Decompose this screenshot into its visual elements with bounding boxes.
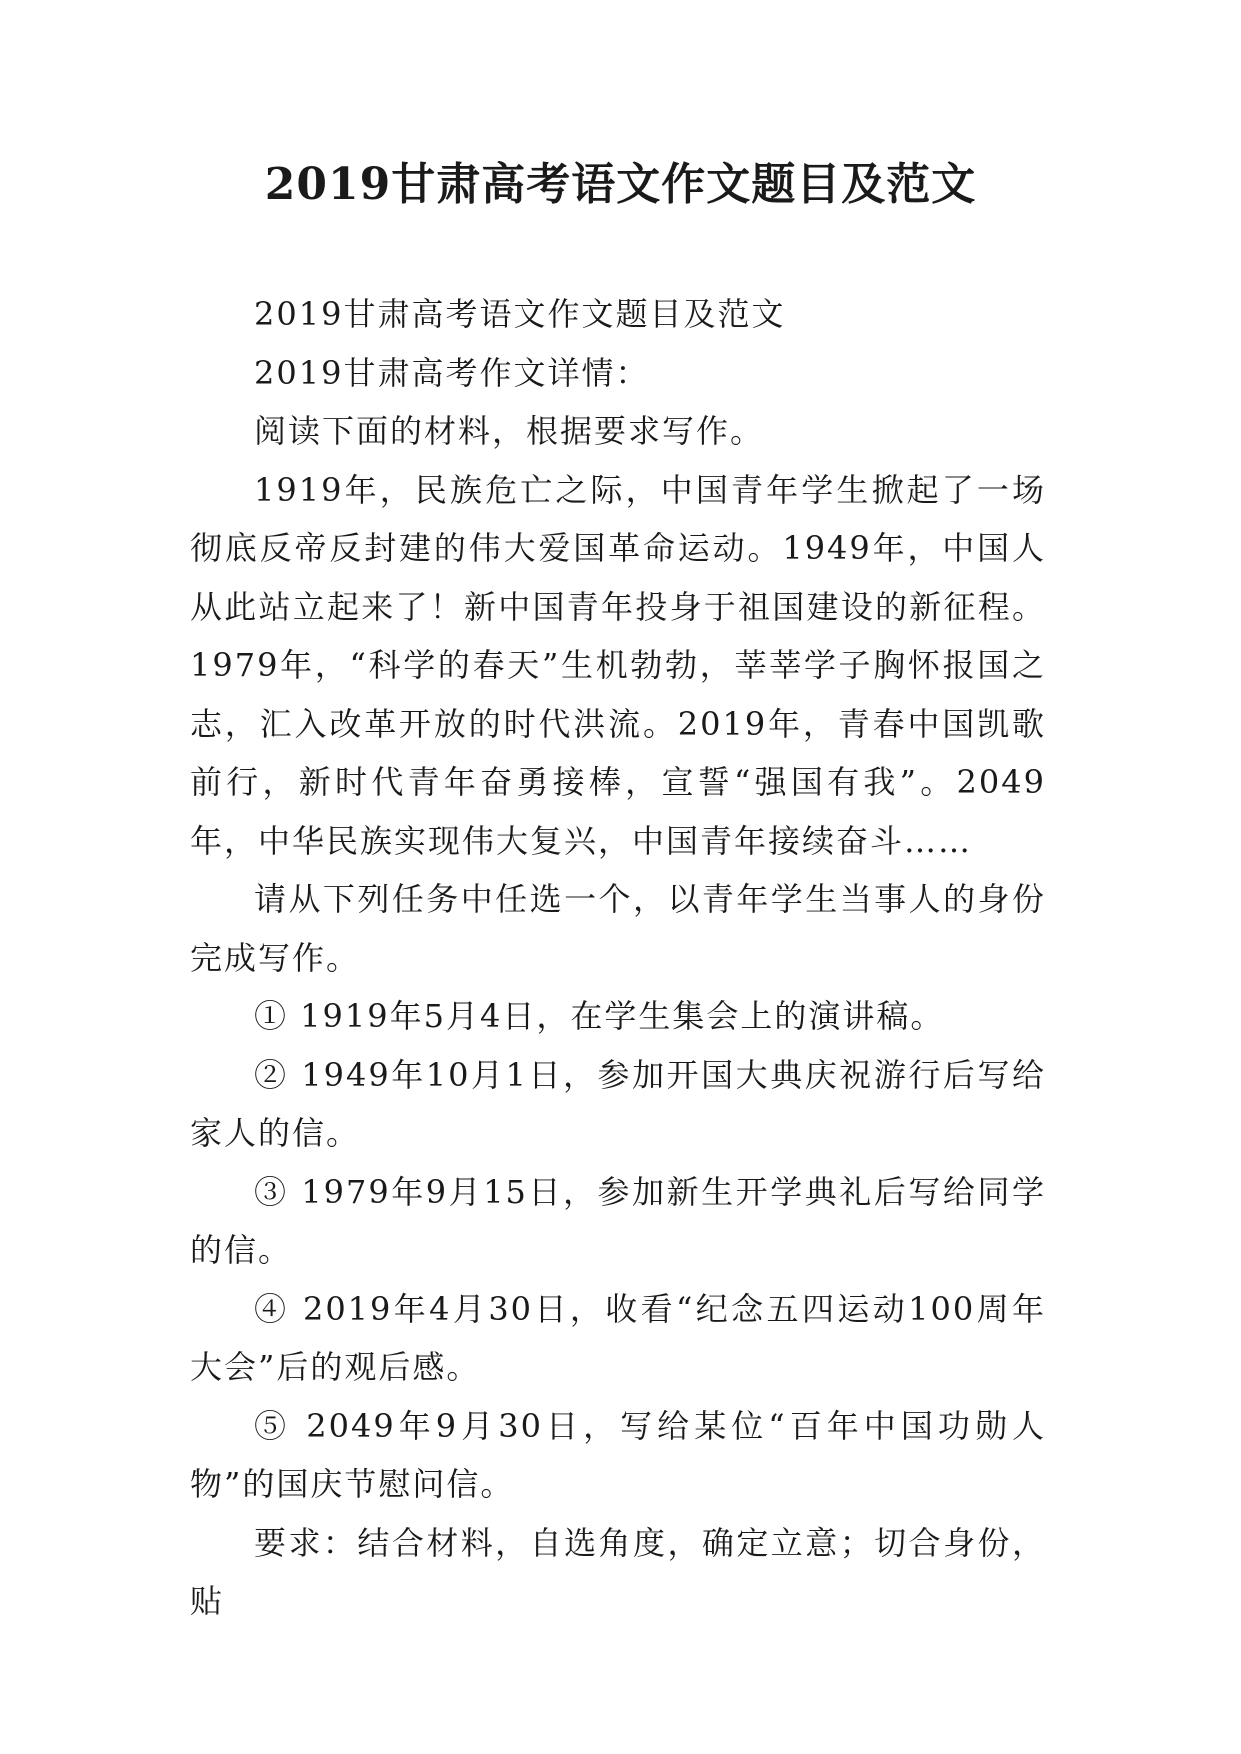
- paragraph-instruction: 阅读下面的材料，根据要求写作。: [254, 412, 765, 450]
- task-option-2: ② 1949年10月1日，参加开国大典庆祝游行后写给家人的信。: [190, 1055, 1046, 1152]
- paragraph-heading-repeat: 2019甘肃高考语文作文题目及范文: [254, 295, 786, 333]
- page-title: 2019甘肃高考语文作文题目及范文: [264, 159, 977, 210]
- paragraph-requirements: 要求：结合材料，自选角度，确定立意；切合身份，贴: [190, 1523, 1046, 1620]
- task-option-5: ⑤ 2049年9月30日，写给某位“百年中国功勋人物”的国庆节慰问信。: [190, 1406, 1046, 1503]
- task-option-4: ④ 2019年4月30日，收看“纪念五四运动100周年大会”后的观后感。: [190, 1289, 1046, 1386]
- task-option-3: ③ 1979年9月15日，参加新生开学典礼后写给同学的信。: [190, 1172, 1046, 1269]
- paragraph-material: 1919年，民族危亡之际，中国青年学生掀起了一场彻底反帝反封建的伟大爱国革命运动。1949年，中国人从此站立起来了！新中国青年投身于祖国建设的新征程。1979年，“科学的春天”生机勃勃，莘莘学子胸怀报国之志，汇入改革开放的时代洪流。2019年，青春中国凯歌前行，新时代青年奋勇接棒，宣誓“强国有我”。2049年，中华民族实现伟大复兴，中国青年接续奋斗……: [190, 470, 1046, 860]
- document-body: [190, 285, 1046, 1631]
- paragraph-details-label: 2019甘肃高考作文详情：: [254, 353, 650, 392]
- task-option-1: ① 1919年5月4日，在学生集会上的演讲稿。: [254, 997, 945, 1035]
- paragraph-task-prompt: 请从下列任务中任选一个，以青年学生当事人的身份完成写作。: [190, 880, 1046, 977]
